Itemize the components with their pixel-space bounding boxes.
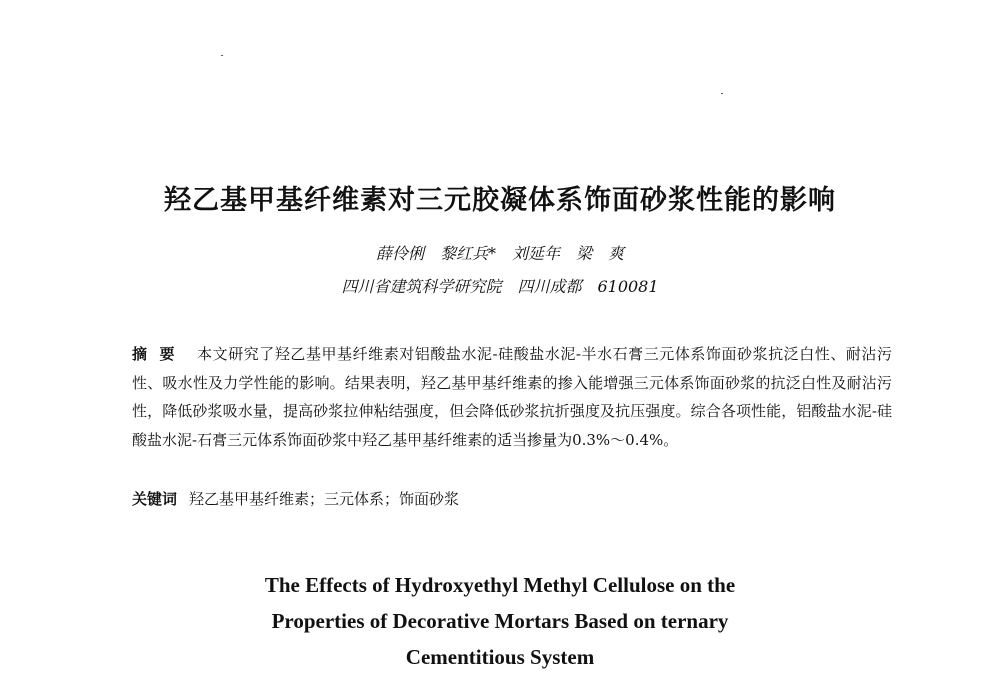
english-title-line-1: The Effects of Hydroxyethyl Methyl Cellulose on the	[264, 573, 736, 597]
keywords	[132, 485, 892, 513]
english-title-line-2: Properties of Decorative Mortars Based on ternary	[271, 609, 729, 633]
author-list: 薛伶俐 黎红兵* 刘延年 梁 爽	[375, 244, 624, 263]
scan-speck	[721, 93, 723, 94]
keywords-text: 羟乙基甲基纤维素；三元体系；饰面砂浆	[189, 490, 460, 508]
abstract-label: 摘要	[132, 345, 188, 363]
chinese-title: 羟乙基甲基纤维素对三元胶凝体系饰面砂浆性能的影响	[164, 185, 836, 216]
keywords-label: 关键词	[132, 490, 178, 508]
english-title-line-3: Cementitious System	[405, 645, 595, 669]
affiliation: 四川省建筑科学研究院 四川成都 610081	[341, 277, 659, 296]
abstract	[132, 340, 892, 454]
scan-speck	[221, 55, 223, 56]
english-title	[0, 567, 1000, 675]
abstract-text: 本文研究了羟乙基甲基纤维素对铝酸盐水泥-硅酸盐水泥-半水石膏三元体系饰面砂浆抗泛白性、耐沾污性、吸水性及力学性能的影响。结果表明，羟乙基甲基纤维素的掺入能增强三元体系饰面砂浆的抗泛白性及耐沾污性，降低砂浆吸水量，提高砂浆拉伸粘结强度，但会降低砂浆抗折强度及抗压强度。综合各项性能，铝酸盐水泥-硅酸盐水泥-石膏三元体系饰面砂浆中羟乙基甲基纤维素的适当掺量为0.3%～0.4%。	[132, 345, 892, 449]
